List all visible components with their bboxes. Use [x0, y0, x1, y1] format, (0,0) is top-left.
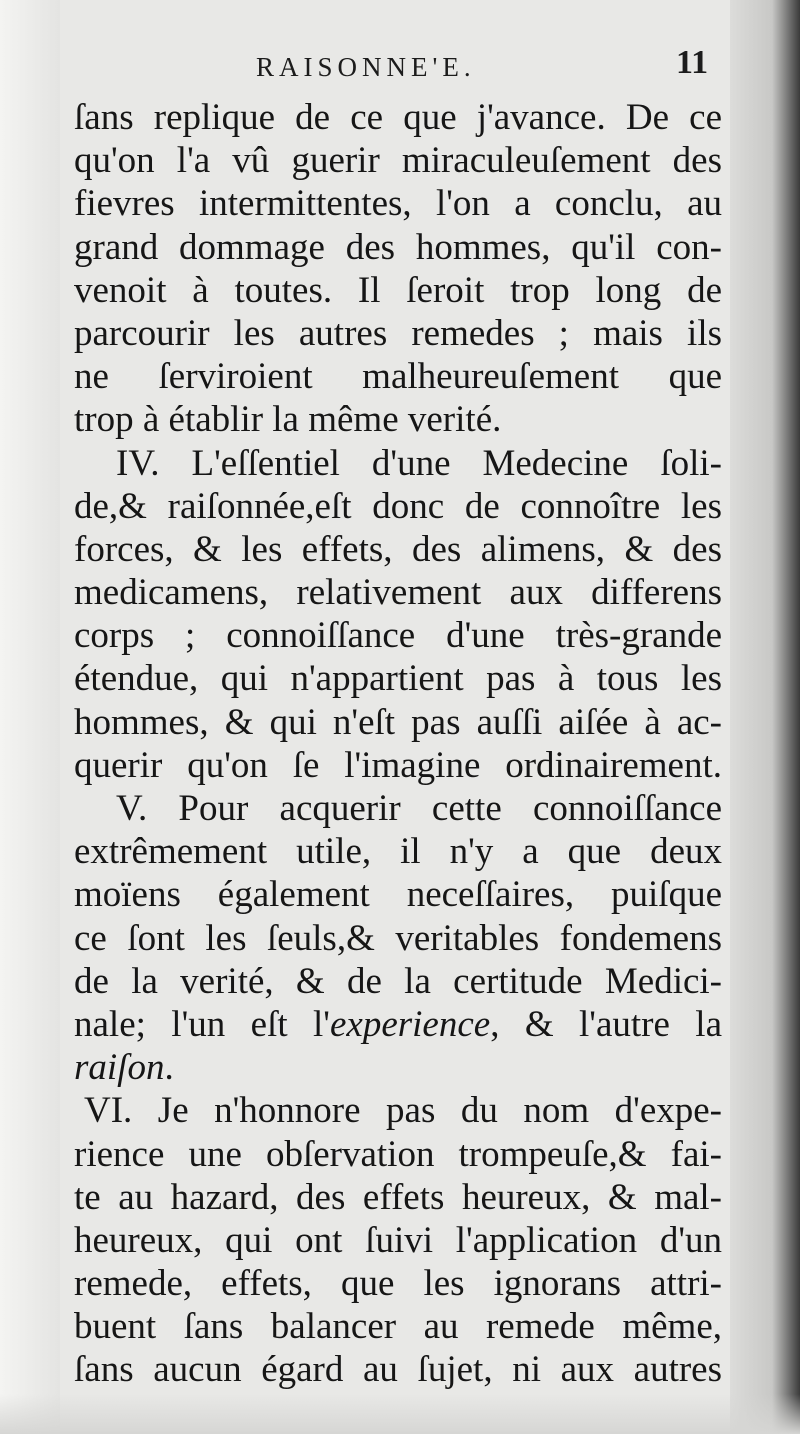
text-line-mixed — [74, 1003, 722, 1046]
text-fragment: nale; l'un eſt l' — [74, 1003, 330, 1045]
text-line: buent ſans balancer au remede même, — [74, 1306, 722, 1348]
text-line-mixed — [74, 1046, 722, 1089]
text-line: parcourir les autres remedes ; mais ils — [74, 312, 722, 354]
text-line: qu'on l'a vû guerir miraculeuſement des — [74, 140, 722, 182]
text-line: ſans aucun égard au ſujet, ni aux autres — [74, 1349, 722, 1391]
text-line: de,& raiſonnée,eſt donc de connoître les — [74, 485, 722, 527]
text-line: étendue, qui n'appartient pas à tous les — [74, 658, 722, 700]
paragraph-v-start: V. Pour acquerir cette connoiſſance — [116, 788, 722, 829]
text-line: corps ; connoiſſance d'une très-grande — [74, 615, 722, 657]
paragraph-vi-start: VI. Je n'honnore pas du nom d'expe- — [84, 1090, 722, 1132]
page-edge-right — [730, 0, 800, 1434]
text-line: rience une obſervation trompeuſe,& fai- — [74, 1133, 722, 1175]
running-head: RAISONNE'E. — [256, 52, 476, 82]
text-fragment: . — [164, 1047, 174, 1089]
paragraph-iv-start: IV. L'eſſentiel d'une Medecine ſoli- — [116, 442, 722, 484]
text-line: venoit à toutes. Il ſeroit trop long de — [74, 269, 722, 311]
text-line: hommes, & qui n'eſt pas auſſi aiſée à ac- — [74, 701, 722, 743]
text-line: forces, & les effets, des alimens, & des — [74, 528, 722, 570]
text-line: extrêmement utile, il n'y a que deux — [74, 831, 722, 873]
italic-term-raison: raiſon — [74, 1047, 165, 1089]
page-gutter-left — [0, 0, 60, 1434]
italic-term-experience: experience — [329, 1003, 491, 1045]
body-text — [74, 96, 722, 1392]
text-line: heureux, qui ont ſuivi l'application d'un — [74, 1219, 722, 1261]
text-line: te au hazard, des effets heureux, & mal- — [74, 1176, 722, 1218]
text-line: medicamens, relativement aux differens — [74, 572, 722, 614]
text-line: grand dommage des hommes, qu'il con- — [74, 226, 722, 268]
text-line: querir qu'on ſe l'imagine ordinairement. — [74, 744, 722, 786]
text-fragment: , & l'autre la — [490, 1003, 722, 1045]
text-line: ce ſont les ſeuls,& veritables fondemens — [74, 917, 722, 959]
text-line: remede, effets, que les ignorans attri- — [74, 1263, 722, 1305]
page-number: 11 — [676, 44, 709, 81]
text-line: moïens également neceſſaires, puiſque — [74, 874, 722, 916]
text-line: fievres intermittentes, l'on a conclu, au — [74, 183, 722, 225]
text-line: ſans replique de ce que j'avance. De ce — [74, 97, 722, 138]
text-line: ne ſerviroient malheureuſement que — [74, 356, 722, 398]
page-edge-bottom — [0, 1394, 800, 1434]
text-line: trop à établir la même verité. — [74, 399, 502, 441]
text-line: de la verité, & de la certitude Medici- — [74, 960, 722, 1002]
